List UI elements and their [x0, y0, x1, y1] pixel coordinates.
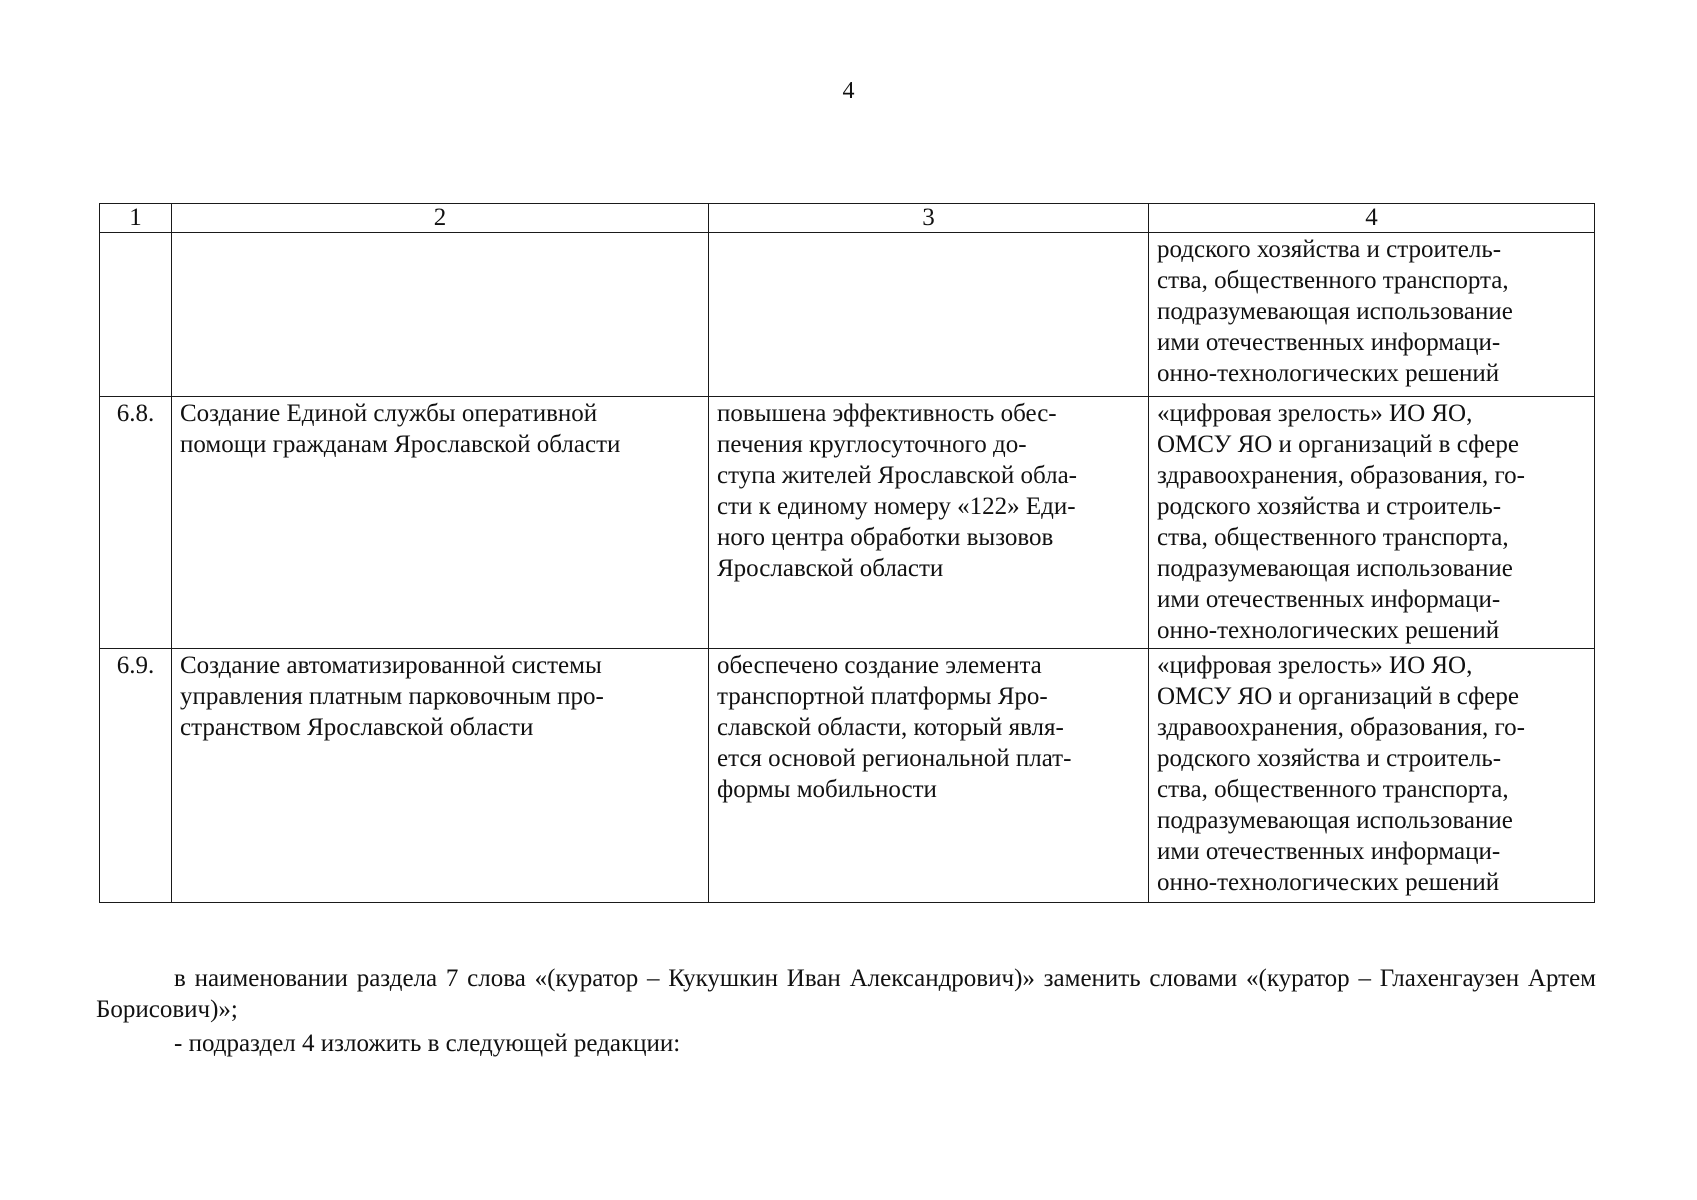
result-cell: повышена эффективность обес- печения круглосуточного до- ступа жителей Ярославской обла- сти к единому номеру «122» Еди- ного центра обработки вызовов Ярославской области	[709, 397, 1149, 649]
body-paragraph: в наименовании раздела 7 слова «(куратор – Кукушкин Иван Александрович)» заменить словами «(куратор – Глахенгаузен Артем Борисович)»;	[96, 965, 1596, 1023]
table-row	[100, 649, 1595, 903]
indicator-cell: «цифровая зрелость» ИО ЯО, ОМСУ ЯО и организаций в сфере здравоохранения, образования, го- родского хозяйства и строитель- ства, общественного транспорта, подразумевающая использование ими отечественных информаци- онно-технологических решений	[1149, 649, 1595, 903]
column-header: 4	[1149, 204, 1595, 233]
measure-cell: Создание автоматизированной системы управления платным парковочным про- странством Ярославской области	[172, 649, 709, 903]
indicator-cell: «цифровая зрелость» ИО ЯО, ОМСУ ЯО и организаций в сфере здравоохранения, образования, го- родского хозяйства и строитель- ства, общественного транспорта, подразумевающая использование ими отечественных информаци- онно-технологических решений	[1149, 397, 1595, 649]
result-cell	[709, 233, 1149, 397]
table-header-row	[100, 204, 1595, 233]
column-header: 3	[709, 204, 1149, 233]
body-paragraph: - подраздел 4 изложить в следующей редакции:	[174, 1030, 681, 1057]
result-cell: обеспечено создание элемента транспортной платформы Яро- славской области, который явля- ется основой региональной плат- формы мобильности	[709, 649, 1149, 903]
row-number: 6.9.	[100, 649, 172, 903]
table-row	[100, 233, 1595, 397]
indicator-cell: родского хозяйства и строитель- ства, общественного транспорта, подразумевающая использование ими отечественных информаци- онно-технологических решений	[1149, 233, 1595, 397]
row-number	[100, 233, 172, 397]
measure-cell	[172, 233, 709, 397]
row-number: 6.8.	[100, 397, 172, 649]
measures-table	[99, 203, 1595, 903]
column-header: 2	[172, 204, 709, 233]
column-header: 1	[100, 204, 172, 233]
measure-cell: Создание Единой службы оперативной помощи гражданам Ярославской области	[172, 397, 709, 649]
page-number: 4	[842, 78, 855, 104]
table-row	[100, 397, 1595, 649]
